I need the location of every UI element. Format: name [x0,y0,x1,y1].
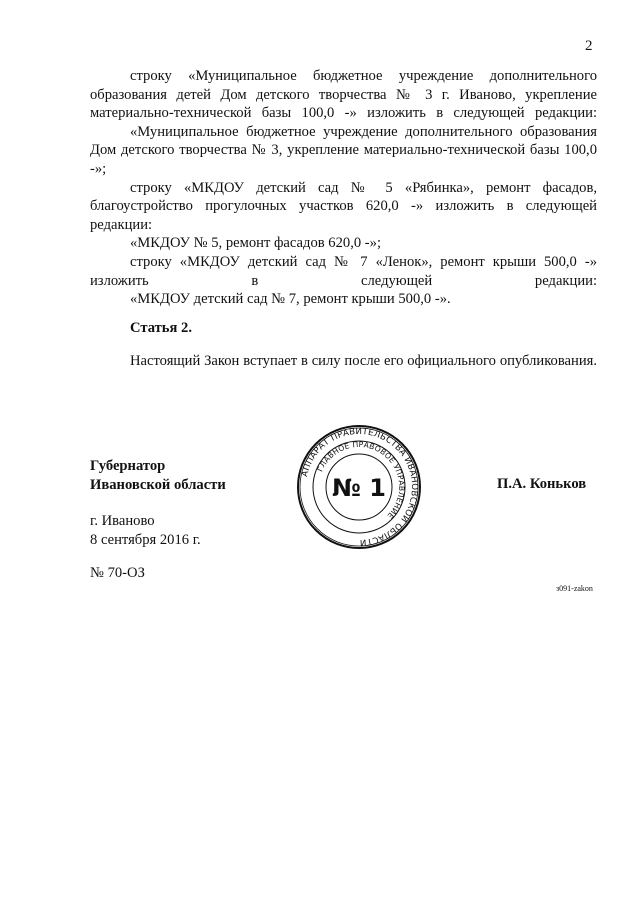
article-paragraph: Настоящий Закон вступает в силу после его официального опубликования. [130,353,597,369]
paragraph: строку «МКДОУ детский сад № 5 «Рябинка», ремонт фасадов, благоустройство прогулочных участков 620,0 -» изложить в следующей редакции: [90,179,597,233]
date: 8 сентября 2016 г. [90,532,201,548]
signatory-title-line: Губернатор [90,458,166,474]
paragraph: «МКДОУ № 5, ремонт фасадов 620,0 -»; [130,235,381,252]
article-body [90,352,597,371]
seal-center-number: № 1 [332,474,386,502]
place-and-date [90,512,201,550]
page-number: 2 [585,38,593,54]
paragraph: строку «МКДОУ детский сад № 7 «Ленок», ремонт крыши 500,0 -» изложить в следующей редакции: [90,253,597,289]
article-title: Статья 2. [130,320,192,336]
law-number: № 70-ОЗ [90,565,145,581]
paragraph: «Муниципальное бюджетное учреждение дополнительного образования Дом детского творчества № 3, укрепление материально-технической базы 100,0 -»; [90,123,597,177]
document-body [90,67,597,309]
paragraph: строку «Муниципальное бюджетное учреждение дополнительного образования детей Дом детского творчества № 3 г. Иваново, укрепление материально-технической базы 100,0 -» изложить в следующей редакции: [90,68,597,122]
seal-outer-text: АППАРАТ ПРАВИТЕЛЬСТВА ИВАНОВСКОЙ ОБЛАСТИ [300,426,420,548]
seal-inner-text: ГЛАВНОЕ ПРАВОВОЕ УПРАВЛЕНИЕ [315,439,407,521]
document-code: з091-zakon [556,584,593,593]
city: г. Иваново [90,513,155,529]
signatory-name: П.А. Коньков [497,476,587,492]
signatory-title [90,457,226,495]
signatory-title-line: Ивановской области [90,477,226,493]
official-seal [296,424,422,550]
paragraph: «МКДОУ детский сад № 7, ремонт крыши 500,0 -». [130,291,451,308]
